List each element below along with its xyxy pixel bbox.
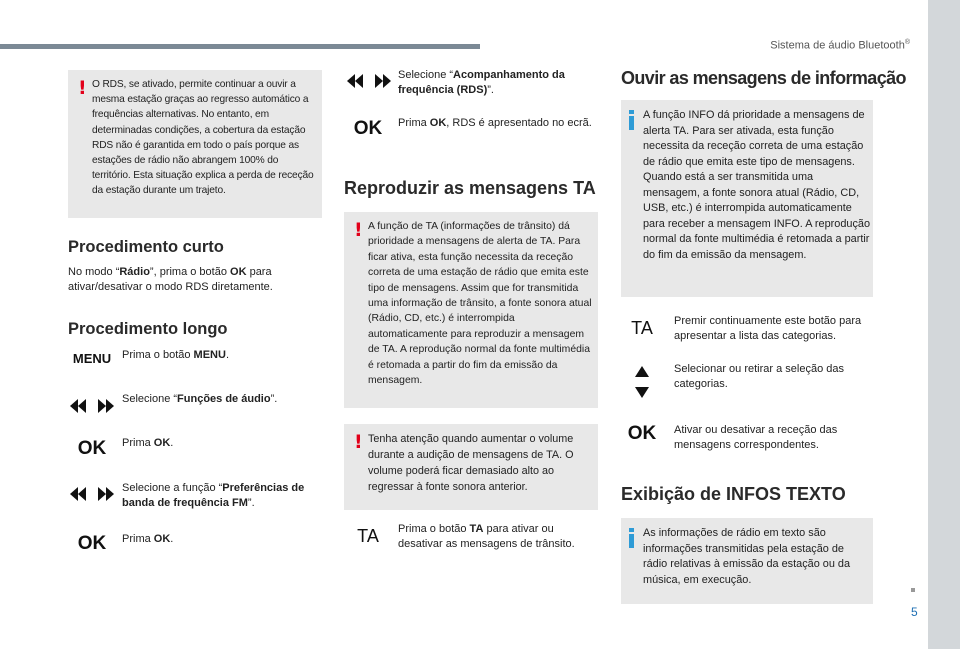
long-step-2: Selecione “Funções de áudio”.: [122, 393, 278, 405]
rds-step-select: Selecione “Acompanhamento da frequência (RDS)”.: [398, 69, 565, 96]
info-step-2: Selecionar ou retirar a seleção das categorias.: [674, 363, 844, 390]
ta-button-icon: TA: [631, 318, 653, 338]
short-procedure-title: Procedimento curto: [68, 238, 224, 256]
long-procedure-title: Procedimento longo: [68, 320, 228, 338]
header-rule: [0, 44, 480, 49]
seek-arrows-icon: [70, 487, 114, 501]
volume-warning-text: Tenha atenção quando aumentar o volume durante a audição de mensagens de TA. O volume poderá ficar demasiado alto ao regressar à fonte sonora anterior.: [368, 433, 574, 493]
info-icon: [629, 110, 634, 130]
ta-button-icon: TA: [357, 526, 379, 546]
side-strip: [928, 0, 960, 649]
up-down-arrows-icon: [635, 366, 649, 398]
rds-warning-text: O RDS, se ativado, permite continuar a ouvir a mesma estação graças ao regresso automático a frequências alternativas. No entanto, em determinadas condições, a cobertura da estação RDS não é garantida em todo o país porque as estações de rádio não abrangem 100% do território. Esta situação explica a perda de receção da estação durante um trajeto.: [92, 79, 314, 197]
ta-step: Prima o botão TA para ativar ou desativar as mensagens de trânsito.: [398, 523, 575, 550]
long-step-5: Prima OK.: [122, 533, 174, 545]
ok-button-icon: OK: [353, 118, 383, 139]
menu-button-icon: MENU: [72, 351, 112, 366]
ta-section-title: Reproduzir as mensagens TA: [344, 178, 596, 198]
rds-warning-box: [68, 70, 322, 218]
text-section-title: Exibição de INFOS TEXTO: [621, 484, 846, 504]
seek-arrows-icon: [70, 399, 114, 413]
seek-arrows-icon: [347, 74, 391, 88]
info-text-content: As informações de rádio em texto são informações transmitidas pela estação de rádio relativas à emissão da estação ou da música, em execução.: [643, 527, 851, 586]
info-text-box: [621, 518, 873, 604]
ta-warning-text: A função de TA (informações de trânsito) dá prioridade a mensagens de alerta de TA. Para ficar ativa, esta função necessita da receção correta de uma estação de rádio que emita este tipo de mensagens. Assim que for transmitida uma informação de trânsito, a fonte sonora atual (Rádio, CD, etc.) é interrompida automaticamente para reproduzir a mensagem de TA. A reprodução normal da fonte multimédia é retomada a partir do fim da emissão da mensagem.: [368, 221, 592, 387]
ok-button-icon: OK: [77, 438, 107, 459]
warning-icon: !: [354, 431, 363, 453]
rds-step-ok: Prima OK, RDS é apresentado no ecrã.: [398, 117, 592, 129]
info-step-1: Premir continuamente este botão para apresentar a lista das categorias.: [674, 315, 862, 342]
info-step-3: Ativar ou desativar a receção das mensagens correspondentes.: [674, 424, 838, 451]
ta-warning-box: [344, 212, 598, 408]
long-step-4: Selecione a função “Preferências de banda de frequência FM”.: [122, 482, 305, 509]
info-function-box: [621, 100, 873, 297]
running-header: Sistema de áudio Bluetooth®: [770, 39, 910, 52]
warning-icon: !: [354, 219, 363, 241]
long-step-3: Prima OK.: [122, 437, 174, 449]
info-icon: [629, 528, 634, 548]
warning-icon: !: [78, 77, 87, 99]
short-procedure-text: No modo “Rádio”, prima o botão OK para ativar/desativar o modo RDS diretamente.: [68, 266, 273, 293]
info-section-title: Ouvir as mensagens de informação: [621, 68, 906, 88]
ok-button-icon: OK: [627, 423, 657, 444]
ok-button-icon: OK: [77, 533, 107, 554]
info-function-text: A função INFO dá prioridade a mensagens de alerta TA. Para ser ativada, esta função necessita da receção correta de uma estação de rádio que emita este tipo de mensagens. Quando está a ser transmitida uma mensagem, a fonte sonora atual (Rádio, CD, USB, etc.) é interrompida automaticamente para receber a mensagem INFO. A reprodução normal da fonte multimédia é retomada a partir do fim da emissão da mensagem.: [643, 109, 871, 261]
page-marker: [911, 588, 915, 592]
long-step-1: Prima o botão MENU.: [122, 349, 229, 361]
volume-warning-box: [344, 424, 598, 510]
page-number: 5: [911, 605, 918, 619]
